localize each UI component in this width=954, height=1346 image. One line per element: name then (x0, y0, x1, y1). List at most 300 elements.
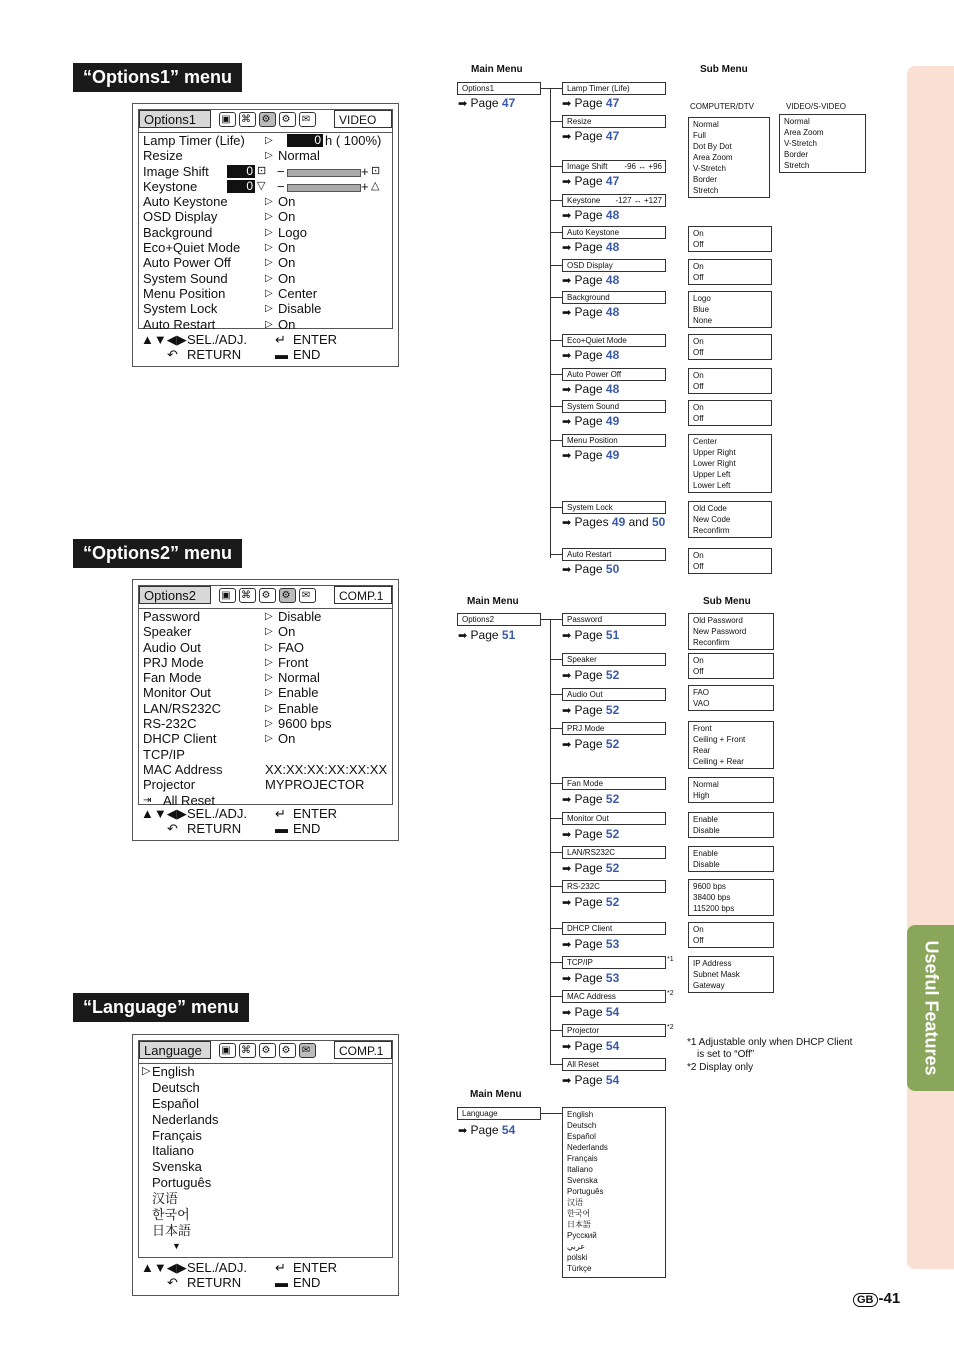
return-label: RETURN (187, 347, 242, 362)
main-menu-header: Main Menu (467, 596, 519, 607)
menu-row-label: System Lock (143, 301, 218, 317)
language-icon[interactable]: ✉ (299, 588, 316, 603)
menu-row[interactable] (139, 179, 392, 194)
submenu-options-video: Normal Area Zoom V-Stretch Border Stretch (779, 114, 866, 173)
menu-row-value: Center (278, 285, 318, 301)
options1-section-title: “Options1” menu (73, 63, 242, 92)
language-item[interactable] (139, 1207, 392, 1223)
page-reference: ➡ Page 48 (562, 382, 620, 396)
reset-icon: ⇥ (143, 794, 152, 806)
input-source-label: COMP.1 (334, 586, 392, 604)
menu-row-label: Resize (143, 148, 183, 164)
arrow-icon: ▷ (265, 257, 273, 269)
menu-row-value: On (278, 731, 296, 747)
page-number-value: -41 (878, 1290, 901, 1307)
menu-row-value: Disable (278, 301, 322, 317)
footnote-mark: *2 (667, 1024, 674, 1031)
options2-icon[interactable]: ⚙ (279, 1043, 296, 1058)
menu-row-label: Auto Power Off (143, 255, 231, 271)
arrow-icon: ▷ (265, 626, 273, 638)
submenu-item: Auto Restart (562, 548, 666, 561)
arrow-icon: ▷ (265, 226, 273, 238)
submenu-options: 9600 bps 38400 bps 115200 bps (688, 879, 774, 916)
picture-icon[interactable]: ▣ (219, 588, 236, 603)
connector-line (550, 619, 551, 1064)
connector-line (550, 852, 562, 853)
enter-label: ENTER (293, 806, 338, 821)
language-item-label: Deutsch (152, 1079, 200, 1095)
connector-line (550, 818, 562, 819)
keystone-end-icon: △ (371, 179, 380, 192)
connector-line (550, 88, 562, 89)
image-shift-end-icon: ⊡ (371, 164, 381, 177)
page-reference: ➡ Page 52 (562, 827, 620, 841)
page-reference: ➡ Page 48 (562, 208, 620, 222)
column-label-video: VIDEO/S-VIDEO (786, 102, 847, 111)
menu-row-label: OSD Display (143, 209, 218, 225)
language-options: English Deutsch Español Nederlands Français Italiano Svenska Português 汉语 한국어 日本語 Русский عربي polski Türkçe (562, 1107, 666, 1278)
submenu-options: Enable Disable (688, 846, 774, 872)
menu-row-value: FAO (278, 639, 305, 655)
connector-line (550, 374, 562, 375)
page-reference: ➡ Page 51 (458, 628, 516, 642)
options2-icon[interactable]: ⚙ (279, 588, 296, 603)
submenu-options: On Off (688, 548, 772, 574)
minus-icon: − (277, 178, 285, 194)
page-reference: ➡ Page 48 (562, 273, 620, 287)
submenu-item: LAN/RS232C (562, 846, 666, 859)
options1-icon[interactable]: ⚙ (259, 1043, 276, 1058)
connector-line (550, 297, 562, 298)
menu-row[interactable] (139, 209, 392, 224)
adjust-slider[interactable] (287, 184, 361, 192)
language-icon[interactable]: ✉ (299, 1043, 316, 1058)
menu-row-label: MAC Address (143, 761, 223, 777)
menu-row-label: System Sound (143, 270, 228, 286)
submenu-options: On Off (688, 400, 772, 426)
menu-row-label: Audio Out (143, 639, 201, 655)
submenu-item: Image Shift -96 ↔ +96 (562, 160, 666, 173)
menu-row-value: Normal (278, 148, 320, 164)
menu-row[interactable] (139, 670, 392, 685)
return-icon: ↶ (167, 347, 178, 362)
menu-row-label: Lamp Timer (Life) (143, 133, 245, 148)
menu-row-label: PRJ Mode (143, 654, 204, 670)
submenu-options: On Off (688, 922, 774, 948)
menu-row[interactable] (139, 655, 392, 670)
menu-row[interactable] (139, 271, 392, 286)
submenu-item: Audio Out (562, 688, 666, 701)
menu-row-label: Password (143, 609, 201, 624)
page-reference: ➡ Page 50 (562, 562, 620, 576)
options2-menu-screen (132, 579, 399, 841)
menu-row-value: 9600 bps (278, 716, 332, 732)
arrow-icon: ▷ (265, 287, 273, 299)
page-reference: ➡ Page 49 (562, 448, 620, 462)
menu-row[interactable] (139, 747, 392, 762)
page-reference: ➡ Page 48 (562, 240, 620, 254)
enter-icon: ↵ (275, 1260, 286, 1275)
page-reference: ➡ Page 54 (562, 1005, 620, 1019)
submenu-item: MAC Address (562, 990, 666, 1003)
menu-row-value: Enable (278, 700, 319, 716)
menu-row-label: All Reset (163, 792, 216, 808)
menu-row[interactable] (139, 133, 392, 148)
image-shift-icon: ⊡ (257, 164, 267, 177)
connector-line (550, 996, 562, 997)
menu-row[interactable] (139, 716, 392, 731)
submenu-item: Lamp Timer (Life) (562, 82, 666, 95)
range-label: -127 ↔ +127 (615, 196, 662, 205)
connector-line (550, 1030, 562, 1031)
language-item-label: Português (152, 1175, 212, 1191)
arrow-icon: ▷ (265, 672, 273, 684)
selected-arrow-icon: ▷ (142, 1065, 151, 1077)
menu-row-value: On (278, 240, 296, 256)
picture-icon[interactable]: ▣ (219, 1043, 236, 1058)
options1-icon[interactable]: ⚙ (259, 112, 276, 127)
language-section-title: “Language” menu (73, 993, 249, 1022)
menu-row[interactable] (139, 777, 392, 792)
submenu-options: FAO VAO (688, 685, 774, 711)
sel-adj-label: SEL./ADJ. (187, 332, 247, 347)
submenu-options: On Off (688, 334, 772, 360)
menu-row-value: h ( 100%) (325, 133, 382, 148)
connector-line (550, 783, 562, 784)
language-icon[interactable]: ✉ (299, 112, 316, 127)
language-item[interactable] (139, 1223, 392, 1239)
language-item-label: Français (152, 1127, 202, 1143)
submenu-item: PRJ Mode (562, 722, 666, 735)
menu-row[interactable] (139, 164, 392, 179)
menu-row-label: DHCP Client (143, 731, 217, 747)
keystone-value: 0 (227, 180, 255, 193)
connector-line (550, 406, 562, 407)
language-item[interactable] (139, 1080, 392, 1096)
page-reference: ➡ Page 48 (562, 348, 620, 362)
page-reference: ➡ Page 52 (562, 861, 620, 875)
menu-row-label: Auto Restart (143, 316, 216, 332)
end-icon: ▬ (275, 1275, 288, 1290)
menu-row-value: Disable (278, 609, 322, 624)
menu-row-label: Monitor Out (143, 685, 211, 701)
options1-rows (139, 132, 392, 332)
adjust-slider[interactable] (287, 169, 361, 177)
language-item[interactable] (139, 1112, 392, 1128)
menu-row-label: Keystone (143, 178, 198, 194)
page-reference: ➡ Page 47 (562, 96, 620, 110)
keystone-icon: ▽ (257, 179, 266, 192)
footnote-mark: *1 (667, 956, 674, 963)
footnote-mark: *2 (667, 990, 674, 997)
options1-icon[interactable]: ⚙ (259, 588, 276, 603)
tab-options2[interactable]: Options2 (139, 586, 211, 604)
arrow-icon: ▷ (265, 318, 273, 330)
submenu-item: Auto Keystone (562, 226, 666, 239)
region-badge: GB (853, 1293, 878, 1307)
connector-line (550, 88, 551, 558)
menu-row-value: MYPROJECTOR (265, 777, 365, 793)
page-reference: ➡ Page 49 (562, 414, 620, 428)
submenu-item: TCP/IP (562, 956, 666, 969)
scroll-down-icon[interactable]: ▼ (172, 1240, 181, 1251)
submenu-item: RS-232C (562, 880, 666, 893)
page-reference: ➡ Page 47 (458, 96, 516, 110)
select-adjust-icon: ▲▼◀▶ (141, 1260, 187, 1275)
language-item[interactable] (139, 1143, 392, 1159)
options2-section-title: “Options2” menu (73, 539, 242, 568)
options2-rows (139, 608, 392, 808)
sel-adj-label: SEL./ADJ. (187, 806, 247, 821)
end-icon: ▬ (275, 821, 288, 836)
submenu-options: On Off (688, 368, 772, 394)
connector-line (550, 1064, 562, 1065)
menu-row[interactable] (139, 640, 392, 655)
menu-row[interactable] (139, 240, 392, 255)
arrow-icon: ▷ (265, 718, 273, 730)
submenu-item: Keystone -127 ↔ +127 (562, 194, 666, 207)
section-side-tab (907, 925, 954, 1091)
page-number (853, 1290, 900, 1307)
connector-line (541, 1113, 562, 1114)
submenu-item: System Sound (562, 400, 666, 413)
page-reference: ➡ Page 54 (458, 1123, 516, 1137)
note-1: *1 Adjustable only when DHCP Client (687, 1037, 853, 1048)
submenu-options: IP Address Subnet Mask Gateway (688, 956, 774, 993)
submenu-item: Resize (562, 115, 666, 128)
tab-language[interactable]: Language (139, 1041, 211, 1059)
arrow-icon: ▷ (265, 211, 273, 223)
connector-line (550, 619, 562, 620)
menu-row-value: Front (278, 654, 309, 670)
picture-icon[interactable]: ▣ (219, 112, 236, 127)
submenu-options: Enable Disable (688, 812, 774, 838)
language-item[interactable] (139, 1096, 392, 1112)
language-menu-screen (132, 1034, 399, 1296)
end-label: END (293, 821, 321, 836)
page-reference: ➡ Page 52 (562, 737, 620, 751)
page-reference: ➡ Page 54 (562, 1039, 620, 1053)
plus-icon: + (361, 163, 369, 179)
menu-row-value: Normal (278, 670, 320, 686)
range-label: -96 ↔ +96 (624, 162, 662, 171)
main-menu-language: Language (457, 1107, 541, 1120)
submenu-options: Center Upper Right Lower Right Upper Left Lower Left (688, 434, 772, 493)
arrow-icon: ▷ (265, 687, 273, 699)
arrow-icon: ▷ (265, 702, 273, 714)
menu-row[interactable] (139, 301, 392, 316)
submenu-item: Projector (562, 1024, 666, 1037)
menu-row-label: Image Shift (143, 163, 209, 179)
language-item-label: 한국어 (152, 1207, 190, 1223)
enter-label: ENTER (293, 332, 338, 347)
page-reference: ➡ Page 48 (562, 305, 620, 319)
options1-menu-screen (132, 103, 399, 367)
page-reference: ➡ Page 47 (562, 174, 620, 188)
sel-adj-label: SEL./ADJ. (187, 1260, 247, 1275)
menu-row-label: Speaker (143, 624, 192, 640)
arrow-icon: ▷ (265, 611, 273, 622)
menu-row-value: On (278, 270, 296, 286)
menu-row[interactable] (139, 317, 392, 332)
menu-row-label: Projector (143, 777, 196, 793)
connector-line (550, 659, 562, 660)
arrow-icon: ▷ (265, 733, 273, 745)
fine-sync-icon[interactable]: ⌘ (241, 590, 254, 601)
input-source-label: VIDEO (334, 110, 392, 128)
arrow-icon: ▷ (265, 272, 273, 284)
connector-line (550, 200, 562, 201)
submenu-item: Speaker (562, 653, 666, 666)
language-item-label: 汉语 (152, 1191, 179, 1207)
submenu-item: Eco+Quiet Mode (562, 334, 666, 347)
menu-row-label: RS-232C (143, 716, 197, 732)
return-icon: ↶ (167, 821, 178, 836)
menu-row[interactable] (139, 624, 392, 639)
language-item[interactable] (139, 1128, 392, 1144)
menu-row[interactable] (139, 731, 392, 746)
language-item[interactable] (139, 1191, 392, 1207)
select-adjust-icon: ▲▼◀▶ (141, 806, 187, 821)
submenu-options: Normal High (688, 777, 774, 803)
submenu-options: On Off (688, 226, 772, 252)
return-icon: ↶ (167, 1275, 178, 1290)
language-item[interactable] (139, 1159, 392, 1175)
submenu-item: Menu Position (562, 434, 666, 447)
page-reference: ➡ Page 52 (562, 703, 620, 717)
connector-line (550, 962, 562, 963)
menu-row-label: Fan Mode (143, 670, 202, 686)
connector-line (550, 232, 562, 233)
tab-options1[interactable]: Options1 (139, 110, 211, 128)
menu-row[interactable] (139, 255, 392, 270)
submenu-item: Fan Mode (562, 777, 666, 790)
fine-sync-icon[interactable]: ⌘ (241, 114, 254, 125)
page-reference: ➡ Page 53 (562, 971, 620, 985)
menu-row-label: Background (143, 224, 213, 240)
menu-row-value: XX:XX:XX:XX:XX:XX (265, 761, 388, 777)
main-menu-options1: Options1 (457, 82, 541, 95)
menu-row[interactable] (139, 762, 392, 777)
menu-row[interactable] (139, 286, 392, 301)
image-shift-value: 0 (227, 165, 255, 178)
menu-row[interactable] (139, 194, 392, 209)
connector-line (550, 507, 562, 508)
connector-line (550, 728, 562, 729)
language-item-label: Español (152, 1095, 199, 1111)
page-reference: ➡ Page 52 (562, 895, 620, 909)
column-label-computer: COMPUTER/DTV (690, 102, 754, 111)
arrow-icon: ▷ (265, 196, 273, 208)
page-reference: ➡ Page 53 (562, 937, 620, 951)
main-menu-header: Main Menu (470, 1089, 522, 1100)
arrow-icon: ▷ (265, 641, 273, 653)
menu-row[interactable] (139, 148, 392, 163)
input-source-label: COMP.1 (334, 1041, 392, 1059)
language-item-label: Nederlands (152, 1111, 219, 1127)
sub-menu-header: Sub Menu (700, 64, 748, 75)
connector-line (550, 166, 562, 167)
main-menu-options2: Options2 (457, 613, 541, 626)
menu-row[interactable] (139, 701, 392, 716)
menu-row-value: On (278, 209, 296, 225)
connector-line (550, 694, 562, 695)
connector-line (550, 265, 562, 266)
menu-row[interactable] (139, 609, 392, 624)
submenu-options: On Off (688, 653, 774, 679)
arrow-icon: ▷ (265, 135, 273, 146)
submenu-options: Old Code New Code Reconfirm (688, 501, 772, 538)
options2-icon[interactable]: ⚙ (279, 112, 296, 127)
menu-row[interactable] (139, 685, 392, 700)
arrow-icon: ▷ (265, 656, 273, 668)
submenu-item: OSD Display (562, 259, 666, 272)
menu-row-value: On (278, 194, 296, 210)
enter-icon: ↵ (275, 806, 286, 821)
menu-row-value: On (278, 624, 296, 640)
note-2: *2 Display only (687, 1062, 754, 1073)
menu-row[interactable] (139, 225, 392, 240)
menu-row-label: Menu Position (143, 285, 226, 301)
submenu-item: DHCP Client (562, 922, 666, 935)
language-item-label: English (152, 1064, 195, 1079)
page-reference: ➡ Page 52 (562, 668, 620, 682)
menu-row-value: On (278, 316, 296, 332)
submenu-options: On Off (688, 259, 772, 285)
submenu-item: Background (562, 291, 666, 304)
menu-row-label: LAN/RS232C (143, 700, 222, 716)
menu-row-value: On (278, 255, 296, 271)
main-menu-header: Main Menu (471, 64, 523, 75)
language-item[interactable] (139, 1175, 392, 1191)
arrow-icon: ▷ (265, 242, 273, 254)
sub-menu-header: Sub Menu (703, 596, 751, 607)
return-label: RETURN (187, 821, 242, 836)
return-label: RETURN (187, 1275, 242, 1290)
page-reference: ➡ Page 52 (562, 792, 620, 806)
menu-row-label: Auto Keystone (143, 194, 228, 210)
end-label: END (293, 347, 321, 362)
language-item[interactable] (139, 1064, 392, 1080)
page-reference: ➡ Pages 49 and 50 (562, 515, 666, 529)
end-icon: ▬ (275, 347, 288, 362)
connector-line (550, 340, 562, 341)
page-reference: ➡ Page 51 (562, 628, 620, 642)
connector-line (550, 440, 562, 441)
select-adjust-icon: ▲▼◀▶ (141, 332, 187, 347)
language-rows (139, 1063, 392, 1254)
section-side-tab-label: Useful Features (921, 940, 941, 1076)
submenu-item: Password (562, 613, 666, 626)
menu-row-label: Eco+Quiet Mode (143, 240, 241, 256)
submenu-options: Normal Full Dot By Dot Area Zoom V-Stretch Border Stretch (688, 117, 770, 198)
language-item-label: Svenska (152, 1159, 202, 1175)
submenu-item: All Reset (562, 1058, 666, 1071)
fine-sync-icon[interactable]: ⌘ (241, 1045, 254, 1056)
minus-icon: − (277, 163, 285, 179)
end-label: END (293, 1275, 321, 1290)
connector-line (550, 121, 562, 122)
connector-line (550, 554, 562, 555)
connector-line (550, 886, 562, 887)
submenu-options: Old Password New Password Reconfirm (688, 613, 774, 650)
page-reference: ➡ Page 54 (562, 1073, 620, 1087)
submenu-item: Auto Power Off (562, 368, 666, 381)
arrow-icon: ▷ (265, 303, 273, 315)
menu-row-value: Enable (278, 685, 319, 701)
note-1-continued: is set to “Off” (697, 1049, 755, 1060)
arrow-icon: ▷ (265, 150, 273, 162)
